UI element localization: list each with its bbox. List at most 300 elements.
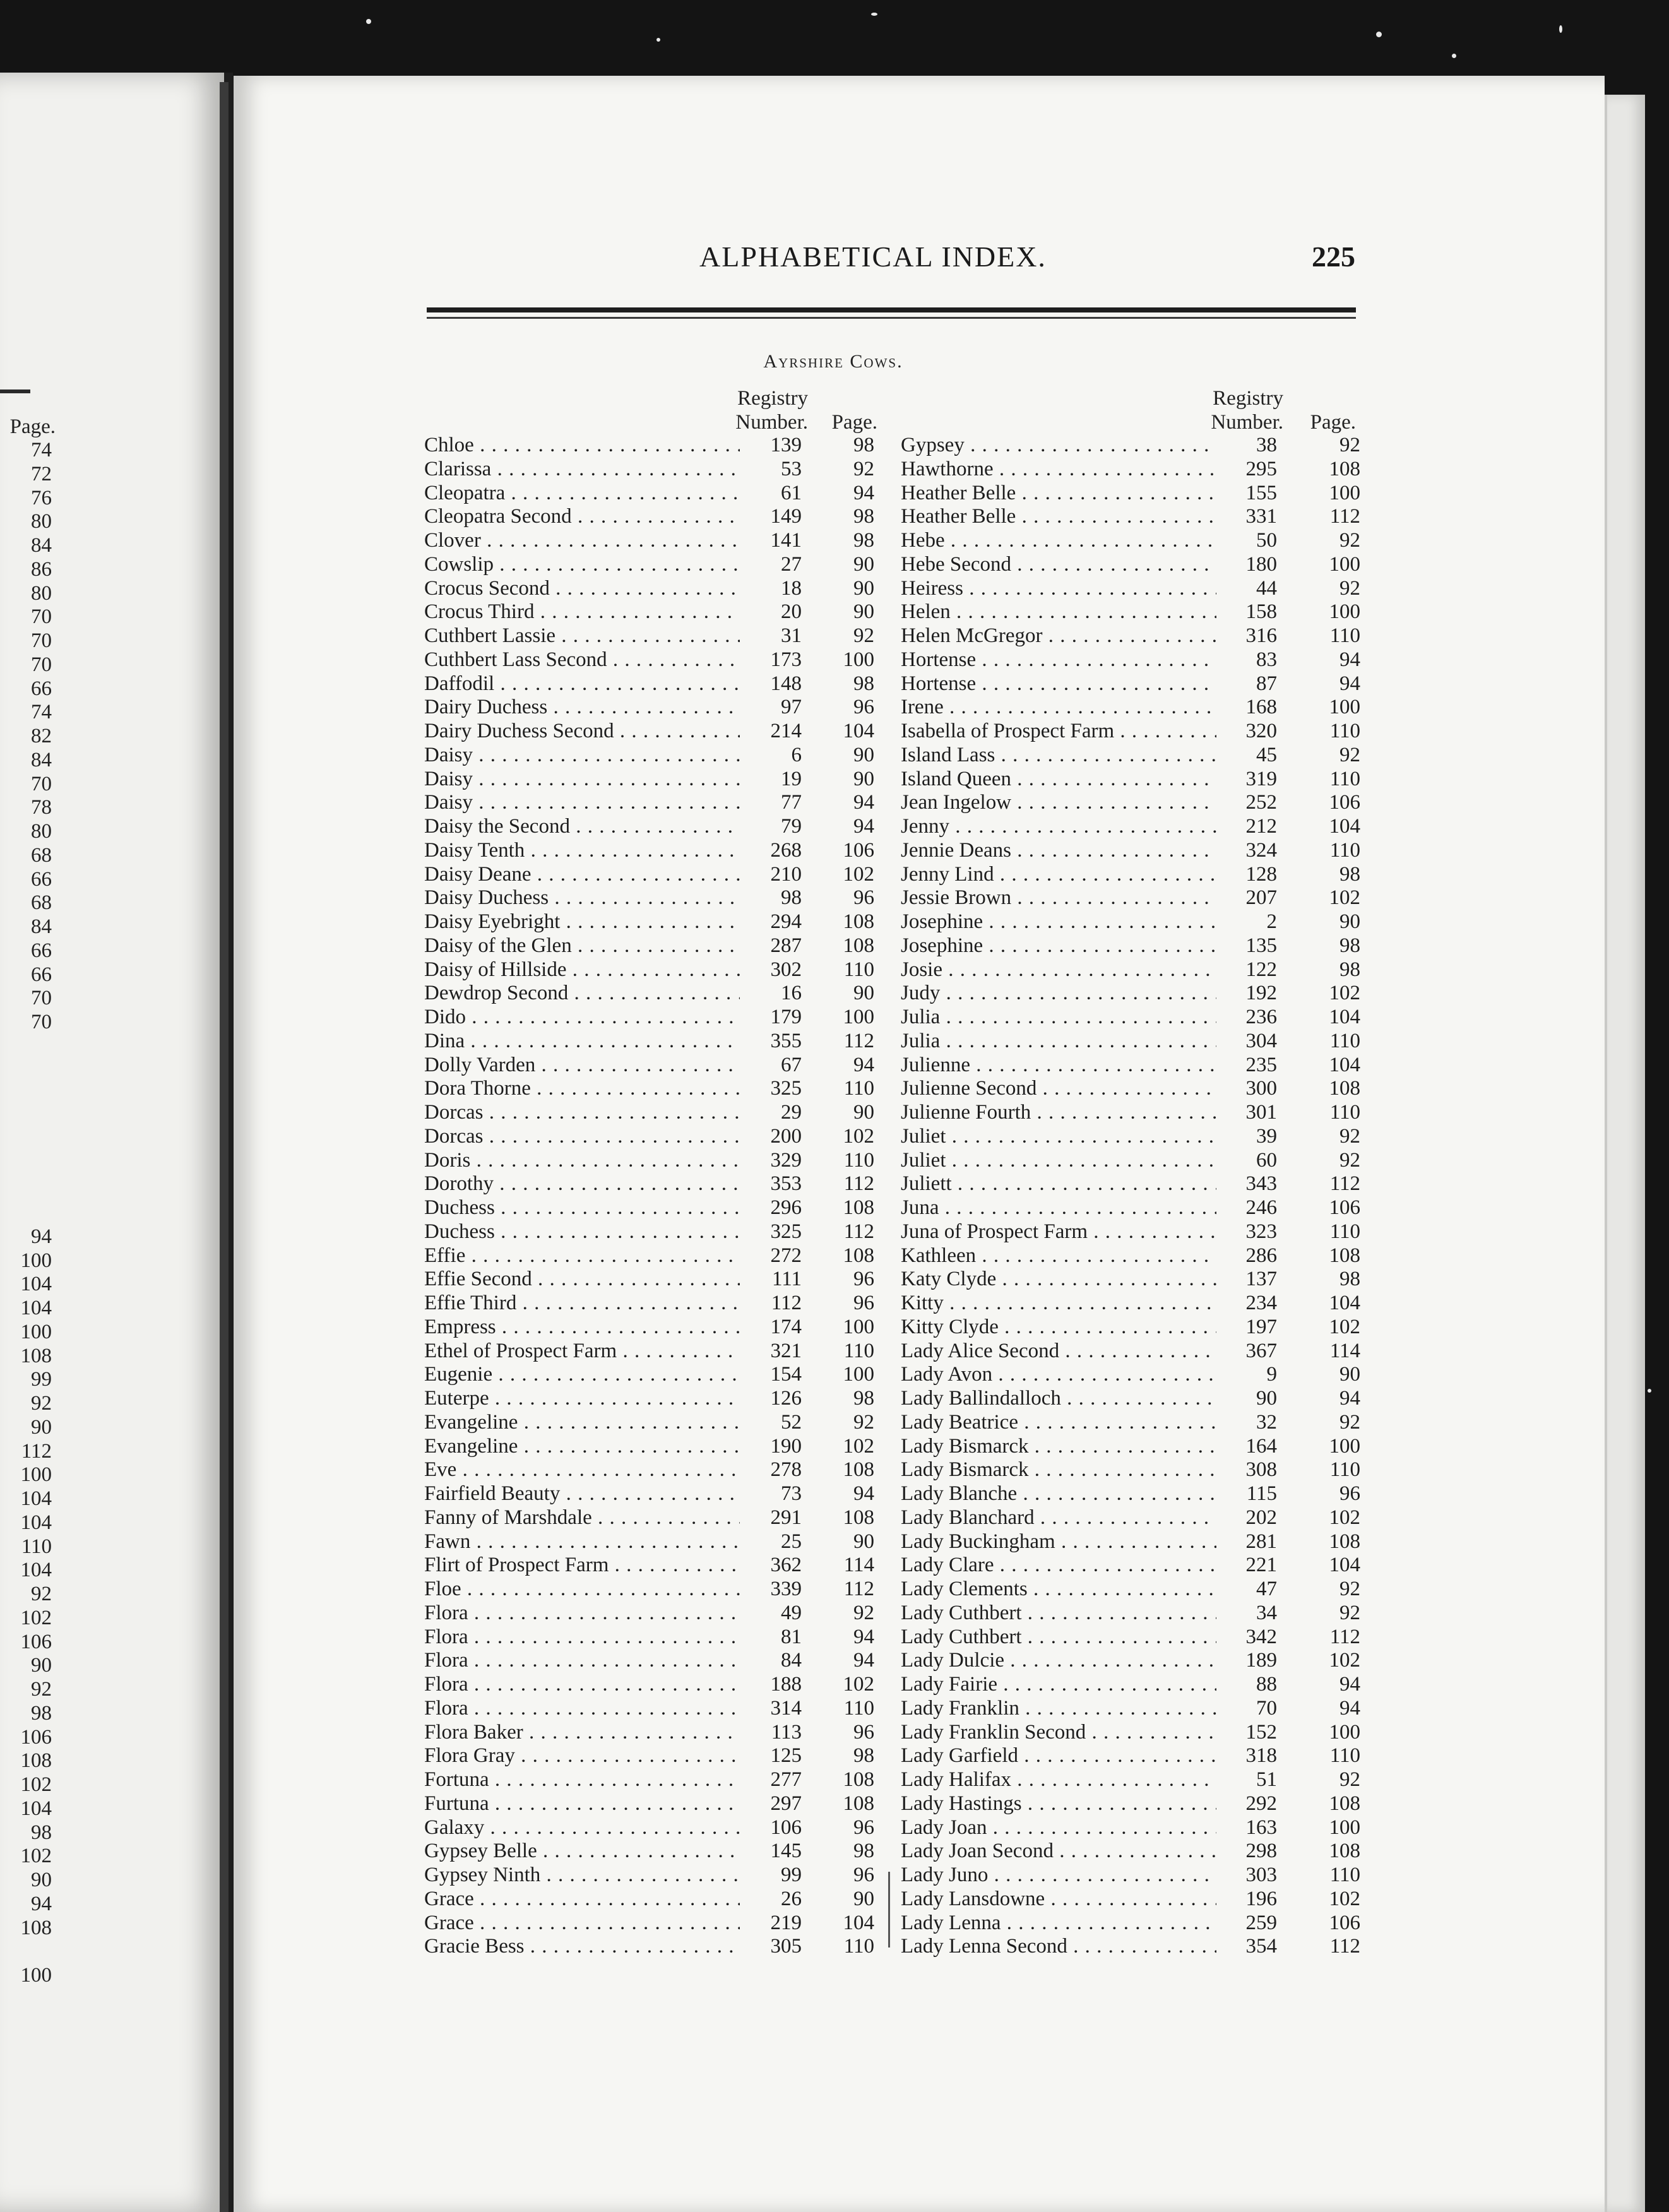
entry-page: 114 — [843, 1554, 874, 1577]
registry-header-line2: Number. — [735, 411, 808, 434]
left-page-number: 70 — [31, 1011, 52, 1033]
entry-registry-number: 155 — [1245, 481, 1277, 504]
entry-registry-number: 300 — [1245, 1077, 1277, 1100]
entry-registry-number: 83 — [1256, 648, 1277, 671]
entry-name: Flora . . . — [424, 1602, 740, 1626]
entry-name: Josephine . . . — [901, 934, 1216, 958]
entry-name: Lady Blanche . . . — [901, 1482, 1216, 1506]
entry-registry-number: 210 — [770, 862, 802, 886]
entry-name: Grace . . . — [424, 1912, 740, 1936]
entry-name: Cuthbert Lassie . . . — [424, 624, 740, 648]
entry-page: 98 — [853, 1840, 874, 1863]
entry-page: 108 — [1329, 1792, 1360, 1815]
entry-page: 112 — [1329, 1625, 1360, 1648]
entry-page: 108 — [1329, 1244, 1360, 1267]
entry-registry-number: 246 — [1245, 1196, 1277, 1219]
entry-name: Cleopatra . . . — [424, 482, 740, 506]
left-page-rule — [0, 389, 30, 393]
left-page-number: 86 — [31, 557, 52, 581]
entry-registry-number: 308 — [1245, 1458, 1277, 1482]
registry-header-left — [701, 386, 808, 434]
entry-page: 90 — [853, 1887, 874, 1910]
entry-registry-number: 26 — [781, 1887, 802, 1910]
entry-page: 108 — [843, 1768, 874, 1791]
entry-name: Daisy of Hillside . . . — [424, 958, 740, 982]
registry-header-line1: Registry — [1213, 387, 1283, 410]
entry-registry-number: 164 — [1245, 1434, 1277, 1458]
entry-registry-number: 321 — [770, 1339, 802, 1362]
registry-header-right — [1176, 386, 1283, 434]
entry-registry-number: 115 — [1246, 1482, 1277, 1505]
entry-registry-number: 355 — [770, 1029, 802, 1052]
entry-name: Kitty . . . — [901, 1292, 1216, 1316]
entry-name: Helen . . . — [901, 600, 1216, 624]
header-rule-thick — [427, 307, 1356, 312]
left-page-number: 82 — [31, 725, 52, 747]
entry-page: 92 — [1339, 434, 1360, 456]
left-page-number: 104 — [20, 1559, 52, 1582]
entry-registry-number: 67 — [781, 1053, 802, 1076]
entry-name: Empress . . . — [424, 1316, 740, 1340]
entry-page: 98 — [1339, 1268, 1360, 1291]
entry-page: 106 — [1329, 791, 1360, 814]
entry-page: 112 — [1329, 1172, 1360, 1196]
entry-registry-number: 19 — [781, 767, 802, 790]
entry-registry-number: 111 — [771, 1268, 802, 1291]
entry-page: 98 — [853, 434, 874, 456]
entry-registry-number: 122 — [1245, 958, 1277, 981]
left-page-number: 66 — [31, 939, 52, 962]
entry-page: 102 — [843, 1124, 874, 1148]
entry-page: 100 — [843, 1315, 874, 1338]
left-page-number: 104 — [20, 1797, 52, 1820]
entry-name: Effie Third . . . — [424, 1292, 740, 1316]
entry-registry-number: 126 — [770, 1387, 802, 1410]
entry-registry-number: 53 — [781, 457, 802, 480]
left-page-number: 70 — [31, 987, 52, 1010]
page-edge — [1605, 95, 1645, 2212]
entry-name: Hebe Second . . . — [901, 553, 1216, 577]
entry-registry-number: 200 — [770, 1124, 802, 1148]
entry-name: Gracie Bess . . . — [424, 1935, 740, 1959]
entry-registry-number: 301 — [1245, 1101, 1277, 1124]
entry-name: Kathleen . . . — [901, 1244, 1216, 1268]
entry-page: 94 — [853, 815, 874, 838]
entry-registry-number: 207 — [1245, 886, 1277, 910]
entry-name: Fortuna . . . — [424, 1768, 740, 1792]
entry-page: 110 — [843, 1077, 874, 1100]
entry-page: 108 — [843, 1506, 874, 1529]
left-page-number: 66 — [31, 867, 52, 891]
entry-registry-number: 278 — [770, 1458, 802, 1482]
entry-registry-number: 294 — [770, 910, 802, 933]
entry-registry-number: 163 — [1245, 1816, 1277, 1839]
left-page-number: 100 — [20, 1249, 52, 1272]
left-page-number: 106 — [20, 1725, 52, 1749]
entry-registry-number: 139 — [770, 434, 802, 456]
left-page-number: 102 — [20, 1773, 52, 1796]
entry-name: Crocus Second . . . — [424, 577, 740, 601]
left-page-number: 104 — [20, 1511, 52, 1534]
entry-name: Lady Bismarck . . . — [901, 1435, 1216, 1459]
entry-registry-number: 202 — [1245, 1506, 1277, 1529]
entry-page: 108 — [1329, 1840, 1360, 1863]
entry-page: 94 — [1339, 672, 1360, 695]
entry-registry-number: 331 — [1245, 505, 1277, 528]
entry-page: 92 — [1339, 1124, 1360, 1148]
entry-page: 110 — [1329, 624, 1360, 647]
entry-page: 98 — [853, 1744, 874, 1768]
entry-page: 102 — [1329, 886, 1360, 910]
entry-name: Chloe . . . — [424, 434, 740, 458]
entry-registry-number: 154 — [770, 1363, 802, 1386]
entry-page: 102 — [1329, 1506, 1360, 1529]
entry-name: Furtuna . . . — [424, 1792, 740, 1816]
left-page-number: 104 — [20, 1487, 52, 1510]
entry-page: 90 — [1339, 910, 1360, 933]
entry-registry-number: 113 — [771, 1720, 802, 1744]
entry-name: Julienne Second . . . — [901, 1077, 1216, 1101]
entry-registry-number: 268 — [770, 838, 802, 862]
entry-registry-number: 20 — [781, 600, 802, 624]
entry-registry-number: 302 — [770, 958, 802, 981]
entry-name: Lady Clements . . . — [901, 1578, 1216, 1602]
entry-name: Lady Juno . . . — [901, 1864, 1216, 1888]
entry-name: Julienne . . . — [901, 1054, 1216, 1078]
entry-registry-number: 61 — [781, 481, 802, 504]
left-page-number: 108 — [20, 1749, 52, 1773]
entry-name: Island Lass . . . — [901, 744, 1216, 768]
entry-registry-number: 291 — [770, 1506, 802, 1529]
entry-registry-number: 188 — [770, 1673, 802, 1696]
entry-page: 94 — [853, 791, 874, 814]
left-page-number: 98 — [31, 1821, 52, 1844]
entry-name: Grace . . . — [424, 1888, 740, 1912]
scan-speck — [1648, 1389, 1651, 1393]
entry-page: 100 — [1329, 481, 1360, 504]
entry-name: Cuthbert Lass Second . . . — [424, 648, 740, 672]
entry-registry-number: 149 — [770, 505, 802, 528]
left-page-number: 100 — [20, 1463, 52, 1487]
entry-page: 96 — [853, 1720, 874, 1744]
entry-page: 100 — [1329, 552, 1360, 576]
entry-page: 106 — [1329, 1911, 1360, 1934]
entry-page: 108 — [843, 1458, 874, 1482]
entry-page: 94 — [853, 481, 874, 504]
section-title: Ayrshire Cows. — [763, 351, 903, 372]
entry-page: 92 — [1339, 743, 1360, 766]
entry-name: Dewdrop Second . . . — [424, 982, 740, 1006]
registry-header-line1: Registry — [737, 387, 808, 410]
entry-registry-number: 235 — [1245, 1053, 1277, 1076]
entry-page: 108 — [1329, 1530, 1360, 1553]
entry-name: Daisy Duchess . . . — [424, 886, 740, 910]
entry-page: 114 — [1329, 1339, 1360, 1362]
entry-page: 110 — [1329, 1220, 1360, 1243]
entry-registry-number: 125 — [770, 1744, 802, 1768]
entry-name: Floe . . . — [424, 1578, 740, 1602]
entry-registry-number: 292 — [1245, 1792, 1277, 1815]
entry-name: Josie . . . — [901, 958, 1216, 982]
entry-name: Dorcas . . . — [424, 1101, 740, 1125]
entry-name: Lady Blanchard . . . — [901, 1506, 1216, 1530]
left-page-number: 92 — [31, 1678, 52, 1701]
entry-name: Lady Cuthbert . . . — [901, 1602, 1216, 1626]
entry-name: Dorcas . . . — [424, 1125, 740, 1149]
entry-registry-number: 196 — [1245, 1887, 1277, 1910]
entry-page: 112 — [1329, 1935, 1360, 1958]
entry-name: Evangeline . . . — [424, 1435, 740, 1459]
entry-name: Judy . . . — [901, 982, 1216, 1006]
header-rule-thin — [427, 317, 1356, 319]
book-spine — [220, 82, 229, 2212]
entry-registry-number: 145 — [770, 1840, 802, 1863]
left-page-number: 74 — [31, 439, 52, 461]
entry-name: Daisy Deane . . . — [424, 863, 740, 887]
left-page-number: 106 — [20, 1630, 52, 1653]
entry-page: 108 — [843, 910, 874, 933]
entry-name: Lady Joan Second . . . — [901, 1840, 1216, 1864]
entry-page: 94 — [1339, 1696, 1360, 1720]
entry-page: 92 — [1339, 1601, 1360, 1624]
entry-page: 98 — [853, 505, 874, 528]
entry-registry-number: 320 — [1245, 720, 1277, 742]
entry-name: Effie . . . — [424, 1244, 740, 1268]
entry-name: Lady Avon . . . — [901, 1363, 1216, 1387]
entry-registry-number: 173 — [770, 648, 802, 671]
left-page-number: 70 — [31, 772, 52, 795]
entry-name: Gypsey Belle . . . — [424, 1840, 740, 1864]
scan-speck — [871, 13, 877, 16]
entry-page: 100 — [1329, 1720, 1360, 1744]
entry-name: Fanny of Marshdale . . . — [424, 1506, 740, 1530]
left-page-number: 72 — [31, 462, 52, 485]
entry-registry-number: 197 — [1245, 1315, 1277, 1338]
entry-name: Katy Clyde . . . — [901, 1268, 1216, 1292]
entry-name: Dido . . . — [424, 1006, 740, 1030]
entry-name: Daisy Tenth . . . — [424, 839, 740, 863]
entry-page: 94 — [853, 1053, 874, 1076]
page-number: 225 — [1312, 241, 1355, 273]
entry-name: Lady Joan . . . — [901, 1816, 1216, 1840]
entry-name: Kitty Clyde . . . — [901, 1316, 1216, 1340]
entry-registry-number: 87 — [1256, 672, 1277, 695]
entry-page: 110 — [1329, 1744, 1360, 1768]
page-header-left: Page. — [831, 411, 877, 434]
left-page-number: 92 — [31, 1583, 52, 1605]
entry-page: 106 — [843, 838, 874, 862]
entry-name: Heather Belle . . . — [901, 505, 1216, 529]
entry-page: 104 — [843, 720, 874, 742]
entry-registry-number: 128 — [1245, 862, 1277, 886]
entry-registry-number: 329 — [770, 1148, 802, 1172]
entry-page: 100 — [1329, 1434, 1360, 1458]
entry-name: Heiress . . . — [901, 577, 1216, 601]
entry-name: Hebe . . . — [901, 529, 1216, 553]
entry-registry-number: 51 — [1256, 1768, 1277, 1791]
entry-page: 96 — [853, 1816, 874, 1839]
entry-name: Cowslip . . . — [424, 553, 740, 577]
left-page-number: 70 — [31, 629, 52, 652]
entry-name: Josephine . . . — [901, 910, 1216, 934]
left-page-number: 80 — [31, 510, 52, 533]
entry-name: Gypsey Ninth . . . — [424, 1864, 740, 1888]
entry-registry-number: 339 — [770, 1578, 802, 1600]
entry-registry-number: 189 — [1245, 1649, 1277, 1672]
left-page-number: 108 — [20, 1344, 52, 1367]
entry-name: Cleopatra Second . . . — [424, 505, 740, 529]
entry-page: 108 — [843, 934, 874, 957]
left-page-number: 98 — [31, 1701, 52, 1725]
entry-registry-number: 45 — [1256, 743, 1277, 766]
entry-page: 92 — [1339, 1768, 1360, 1791]
entry-name: Galaxy . . . — [424, 1816, 740, 1840]
entry-name: Jennie Deans . . . — [901, 839, 1216, 863]
entry-page: 100 — [843, 1363, 874, 1386]
scan-speck — [366, 19, 371, 24]
entry-registry-number: 32 — [1256, 1410, 1277, 1434]
entry-name: Lady Fairie . . . — [901, 1673, 1216, 1697]
entry-registry-number: 319 — [1245, 767, 1277, 790]
left-page-fragment — [0, 73, 233, 2212]
entry-name: Jenny . . . — [901, 815, 1216, 839]
entry-registry-number: 325 — [770, 1220, 802, 1243]
left-page-label: Page. — [9, 415, 56, 438]
entry-name: Lady Hastings . . . — [901, 1792, 1216, 1816]
left-page-number: 70 — [31, 653, 52, 676]
entry-page: 94 — [853, 1649, 874, 1672]
entry-name: Lady Garfield . . . — [901, 1744, 1216, 1768]
entry-name: Flirt of Prospect Farm . . . — [424, 1554, 740, 1578]
entry-registry-number: 305 — [770, 1935, 802, 1958]
entry-name: Jessie Brown . . . — [901, 886, 1216, 910]
entry-page: 100 — [1329, 600, 1360, 624]
entry-registry-number: 303 — [1245, 1864, 1277, 1886]
entry-page: 96 — [1339, 1482, 1360, 1505]
entry-registry-number: 190 — [770, 1434, 802, 1458]
entry-registry-number: 343 — [1245, 1172, 1277, 1196]
entry-page: 110 — [1329, 1864, 1360, 1886]
left-page-number: 104 — [20, 1297, 52, 1319]
entry-registry-number: 34 — [1256, 1601, 1277, 1624]
entry-page: 104 — [1329, 1292, 1360, 1314]
entry-name: Flora . . . — [424, 1697, 740, 1721]
entry-registry-number: 158 — [1245, 600, 1277, 624]
entry-registry-number: 73 — [781, 1482, 802, 1505]
entry-name: Daisy of the Glen . . . — [424, 934, 740, 958]
entry-page: 102 — [843, 862, 874, 886]
entry-registry-number: 49 — [781, 1601, 802, 1624]
left-page-number: 92 — [31, 1392, 52, 1415]
entry-registry-number: 314 — [770, 1696, 802, 1720]
entry-page: 96 — [853, 1864, 874, 1886]
entry-page: 112 — [843, 1220, 874, 1243]
entry-page: 90 — [853, 1530, 874, 1553]
entry-page: 90 — [853, 743, 874, 766]
entry-name: Daisy the Second . . . — [424, 815, 740, 839]
entry-page: 110 — [1329, 838, 1360, 862]
entry-registry-number: 259 — [1245, 1911, 1277, 1934]
entry-page: 108 — [843, 1792, 874, 1815]
entry-page: 100 — [1329, 696, 1360, 719]
entry-name: Effie Second . . . — [424, 1268, 740, 1292]
entry-name: Eugenie . . . — [424, 1363, 740, 1387]
entry-registry-number: 354 — [1245, 1935, 1277, 1958]
entry-page: 110 — [843, 1339, 874, 1362]
entry-registry-number: 31 — [781, 624, 802, 647]
entry-name: Daisy . . . — [424, 791, 740, 815]
entry-name: Lady Lansdowne . . . — [901, 1888, 1216, 1912]
scan-speck — [1559, 25, 1562, 33]
entry-registry-number: 286 — [1245, 1244, 1277, 1267]
entry-page: 96 — [853, 1268, 874, 1291]
entry-name: Dina . . . — [424, 1030, 740, 1054]
registry-header-line2: Number. — [1211, 411, 1283, 434]
left-page-number: 84 — [31, 915, 52, 938]
entry-page: 94 — [1339, 648, 1360, 671]
left-page-number: 104 — [20, 1273, 52, 1296]
entry-page: 94 — [1339, 1387, 1360, 1410]
left-page-number: 100 — [20, 1320, 52, 1343]
left-page-number: 76 — [31, 486, 52, 509]
entry-name: Clover . . . — [424, 529, 740, 553]
entry-registry-number: 234 — [1245, 1292, 1277, 1314]
left-page-number: 66 — [31, 677, 52, 700]
entry-registry-number: 277 — [770, 1768, 802, 1791]
entry-page: 90 — [853, 1101, 874, 1124]
entry-registry-number: 214 — [770, 720, 802, 742]
entry-registry-number: 9 — [1266, 1363, 1277, 1386]
entry-page: 98 — [1339, 958, 1360, 981]
entry-registry-number: 325 — [770, 1077, 802, 1100]
entry-registry-number: 135 — [1245, 934, 1277, 957]
entry-registry-number: 2 — [1266, 910, 1277, 933]
entry-registry-number: 236 — [1245, 1006, 1277, 1028]
entry-page: 108 — [1329, 457, 1360, 480]
left-page-number: 80 — [31, 820, 52, 843]
entry-registry-number: 179 — [770, 1006, 802, 1028]
entry-page: 90 — [853, 576, 874, 600]
entry-name: Lady Dulcie . . . — [901, 1649, 1216, 1673]
scan-speck — [656, 38, 660, 42]
entry-registry-number: 296 — [770, 1196, 802, 1219]
entry-registry-number: 252 — [1245, 791, 1277, 814]
entry-name: Lady Franklin . . . — [901, 1697, 1216, 1721]
entry-name: Lady Cuthbert . . . — [901, 1626, 1216, 1650]
entry-registry-number: 47 — [1256, 1578, 1277, 1600]
entry-registry-number: 304 — [1245, 1029, 1277, 1052]
entry-registry-number: 52 — [781, 1410, 802, 1434]
entry-name: Isabella of Prospect Farm . . . — [901, 720, 1216, 744]
entry-registry-number: 362 — [770, 1554, 802, 1577]
entry-registry-number: 39 — [1256, 1124, 1277, 1148]
left-page-number: 90 — [31, 1415, 52, 1439]
entry-name: Heather Belle . . . — [901, 482, 1216, 506]
entry-registry-number: 112 — [771, 1292, 802, 1314]
left-page-number: 68 — [31, 891, 52, 915]
left-page-number: 100 — [20, 1964, 52, 1987]
entry-page: 98 — [1339, 862, 1360, 886]
left-page-number: 108 — [20, 1916, 52, 1939]
entry-name: Julienne Fourth . . . — [901, 1101, 1216, 1125]
entry-page: 102 — [1329, 982, 1360, 1005]
entry-registry-number: 324 — [1245, 838, 1277, 862]
entry-page: 90 — [853, 767, 874, 790]
entry-name: Lady Alice Second . . . — [901, 1340, 1216, 1364]
entry-registry-number: 221 — [1245, 1554, 1277, 1577]
entry-name: Flora Gray . . . — [424, 1744, 740, 1768]
entry-page: 110 — [1329, 1029, 1360, 1052]
